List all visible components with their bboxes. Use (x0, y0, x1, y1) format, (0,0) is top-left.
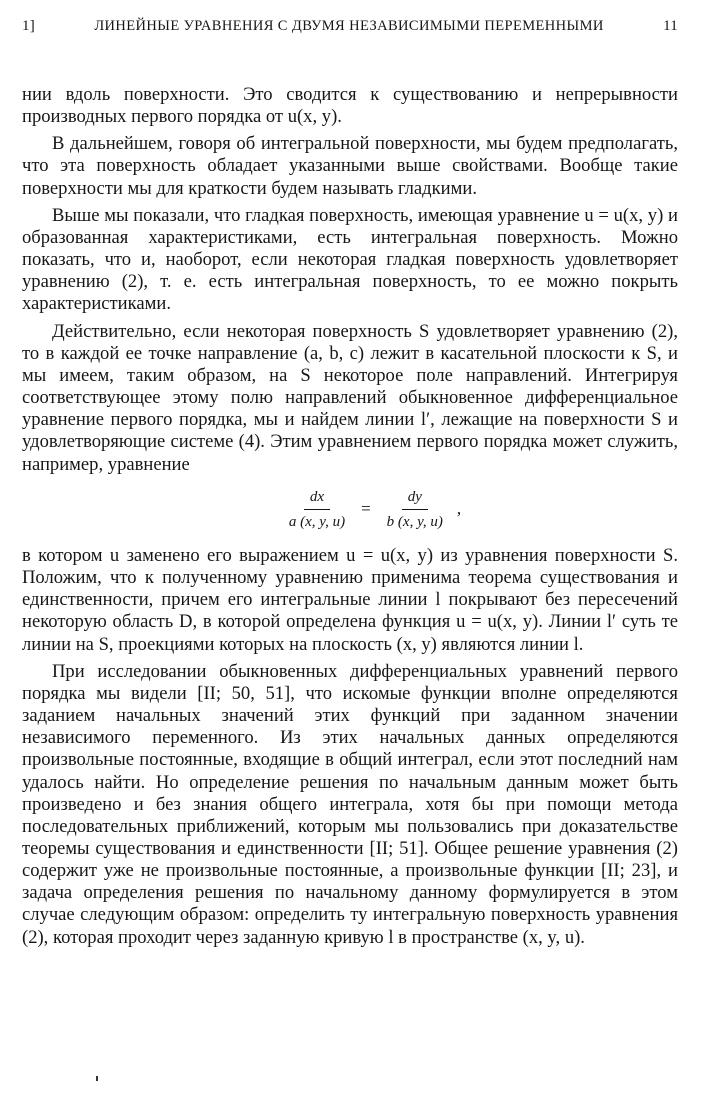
body-text (22, 84, 678, 949)
paragraph-proof: Действительно, если некоторая поверхность S удовлетворяет уравнению (2), то в каждой ее точке направление (a, b, c) лежит в касательной плоскости к S, и мы имеем, таким образом, на S некоторое поле направлений. Интегрируя соответствующее этому полю направлений обыкновенное дифференциальное уравнение первого порядка, мы и найдем линии l′, лежащие на поверхности S и удовлетворяющие системе (4). Этим уравнением первого порядка может служить, например, уравнение (22, 320, 678, 475)
fraction-left (283, 486, 351, 533)
fraction-left-denominator: a (x, y, u) (288, 513, 346, 530)
section-mark: 1] (22, 18, 35, 34)
paragraph-continuation: нии вдоль поверхности. Это сводится к существованию и непрерывности производных первого порядка от u(x, y). (22, 84, 678, 128)
paragraph-smooth-surfaces: В дальнейшем, говоря об интегральной поверхности, мы будем предполагать, что эта поверхность обладает указанными выше свойствами. Вообще такие поверхности мы для краткости будем называть гладкими. (22, 133, 678, 199)
paragraph-initial-data: При исследовании обыкновенных дифференциальных уравнений первого порядка мы видели [II; 50, 51], что искомые функции вполне определяются заданием начальных значений этих функций при заданном значении независимого переменного. Из этих начальных данных определяются произвольные постоянные, входящие в общий интеграл, если этот последний нам удалось найти. Но определение решения по начальным данным может быть произведено и без знания общего интеграла, хотя бы при помощи метода последовательных приближений, которым мы пользовались при доказательстве теоремы существования и единственности [II; 51]. Общее решение уравнения (2) содержит уже не произвольные постоянные, а произвольные функции [II; 23], и задача определения решения по начальному данному формулируется в этом случае следующим образом: определить ту интегральную поверхность уравнения (2), которая проходит через заданную кривую l в пространстве (x, y, u). (22, 660, 678, 948)
print-mark (96, 1076, 98, 1081)
running-title: ЛИНЕЙНЫЕ УРАВНЕНИЯ С ДВУМЯ НЕЗАВИСИМЫМИ ПЕРЕМЕННЫМИ (94, 18, 604, 34)
fraction-left-numerator: dx (304, 486, 330, 510)
running-header (22, 18, 678, 44)
fraction-right (381, 486, 449, 533)
equals-sign: = (361, 499, 371, 519)
formula-comma: , (456, 499, 462, 519)
formula-block (62, 486, 678, 533)
fraction-right-numerator: dy (402, 486, 428, 510)
page-number: 11 (663, 18, 678, 34)
paragraph-after-formula: в котором u заменено его выражением u = u(x, y) из уравнения поверхности S. Положим, что к полученному уравнению применима теорема существования и единственности, причем его интегральные линии l покрывают без пересечений некоторую область D, в которой определена функция u = u(x, y). Линии l′ суть те линии на S, проекциями которых на плоскость (x, y) являются линии l. (22, 544, 678, 655)
fraction-right-denominator: b (x, y, u) (386, 513, 443, 530)
book-page (22, 18, 678, 949)
paragraph-characteristics: Выше мы показали, что гладкая поверхность, имеющая уравнение u = u(x, y) и образованная характеристиками, есть интегральная поверхность. Можно показать, что и, наоборот, если некоторая гладкая поверхность удовлетворяет уравнению (2), т. е. есть интегральная поверхность, то ее можно покрыть характеристиками. (22, 204, 678, 315)
